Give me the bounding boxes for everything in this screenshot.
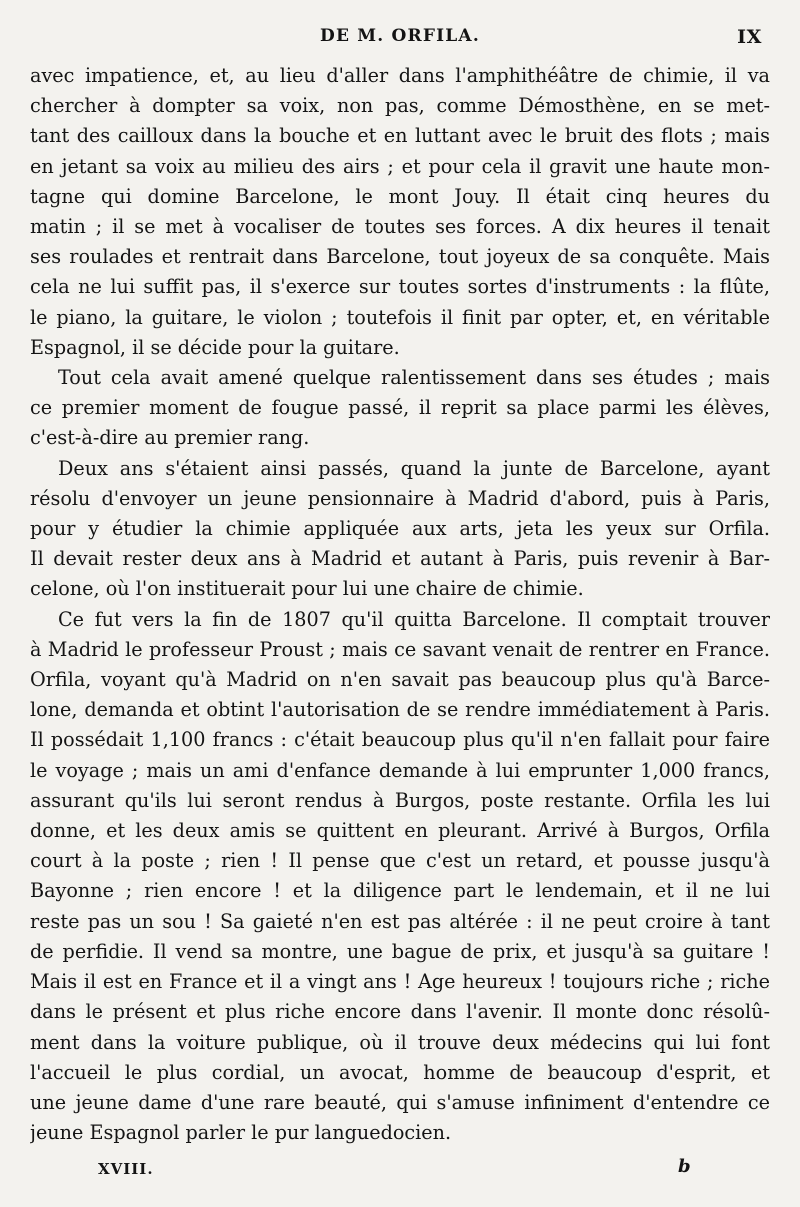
text-line: Ce fut vers la fin de 1807 qu'il quitta Barcelone. Il comptait trouver [58,607,770,631]
sheet-letter: b [678,1156,691,1177]
text-line: tagne qui domine Barcelone, le mont Jouy. Il était cinq heures du [30,184,770,208]
text-line: Bayonne ; rien encore ! et la diligence part le lendemain, et il ne lui [30,879,770,903]
text-line: court à la poste ; rien ! Il pense que c'est un retard, et pousse jusqu'à [30,849,770,873]
text-line: Orfila, voyant qu'à Madrid on n'en savait pas beaucoup plus qu'à Barce- [30,668,770,692]
text-line: tant des cailloux dans la bouche et en luttant avec le bruit des flots ; mais [30,124,770,148]
text-line: cela ne lui suffit pas, il s'exerce sur toutes sortes d'instruments : la flûte, [30,275,770,299]
text-line: résolu d'envoyer un jeune pensionnaire à Madrid d'abord, puis à Paris, [30,486,770,510]
text-line: le piano, la guitare, le violon ; toutefois il finit par opter, et, en véritable [30,305,770,329]
running-head-title: DE M. ORFILA. [320,26,480,46]
text-line: lone, demanda et obtint l'autorisation de se rendre immédiatement à Paris. [30,698,770,722]
page-number: IX [737,26,762,48]
text-line: jeune Espagnol parler le pur languedocien. [30,1121,452,1145]
text-line: celone, où l'on instituerait pour lui une chaire de chimie. [30,577,584,601]
text-line: ses roulades et rentrait dans Barcelone, tout joyeux de sa conquête. Mais [30,245,770,269]
text-line: reste pas un sou ! Sa gaieté n'en est pas altérée : il ne peut croire à tant [30,909,770,933]
text-line: ment dans la voiture publique, où il trouve deux médecins qui lui font [30,1030,770,1054]
text-line: c'est-à-dire au premier rang. [30,426,310,450]
text-line: ce premier moment de fougue passé, il reprit sa place parmi les élèves, [30,396,770,420]
text-line: Il possédait 1,100 francs : c'était beaucoup plus qu'il n'en fallait pour faire [30,728,770,752]
text-line: pour y étudier la chimie appliquée aux arts, jeta les yeux sur Orfila. [30,517,770,541]
text-line: le voyage ; mais un ami d'enfance demande à lui emprunter 1,000 francs, [30,758,770,782]
signature-mark: XVIII. [98,1160,154,1178]
text-line: Il devait rester deux ans à Madrid et autant à Paris, puis revenir à Bar- [30,547,770,571]
text-line: avec impatience, et, au lieu d'aller dans l'amphithéâtre de chimie, il va [30,64,770,87]
text-line: assurant qu'ils lui seront rendus à Burgos, poste restante. Orfila les lui [30,788,770,812]
body-text [30,61,770,1148]
text-line: à Madrid le professeur Proust ; mais ce savant venait de rentrer en France. [30,637,770,661]
text-line: Tout cela avait amené quelque ralentissement dans ses études ; mais [58,366,770,390]
text-line: dans le présent et plus riche encore dans l'avenir. Il monte donc résolû- [30,1000,770,1024]
text-line: de perfidie. Il vend sa montre, une bague de prix, et jusqu'à sa guitare ! [30,939,770,963]
text-line: donne, et les deux amis se quittent en pleurant. Arrivé à Burgos, Orfila [30,819,770,843]
text-line: une jeune dame d'une rare beauté, qui s'amuse infiniment d'entendre ce [30,1090,770,1114]
text-line: l'accueil le plus cordial, un avocat, homme de beaucoup d'esprit, et [30,1060,770,1084]
text-line: en jetant sa voix au milieu des airs ; et pour cela il gravit une haute mon- [30,154,770,178]
text-line: Espagnol, il se décide pour la guitare. [30,335,400,359]
text-line: Deux ans s'étaient ainsi passés, quand la junte de Barcelone, ayant [58,456,770,480]
text-line: chercher à dompter sa voix, non pas, comme Démosthène, en se met- [30,94,770,118]
text-line: matin ; il se met à vocaliser de toutes ses forces. A dix heures il tenait [30,215,770,239]
text-line: Mais il est en France et il a vingt ans ! Age heureux ! toujours riche ; riche [30,970,770,994]
